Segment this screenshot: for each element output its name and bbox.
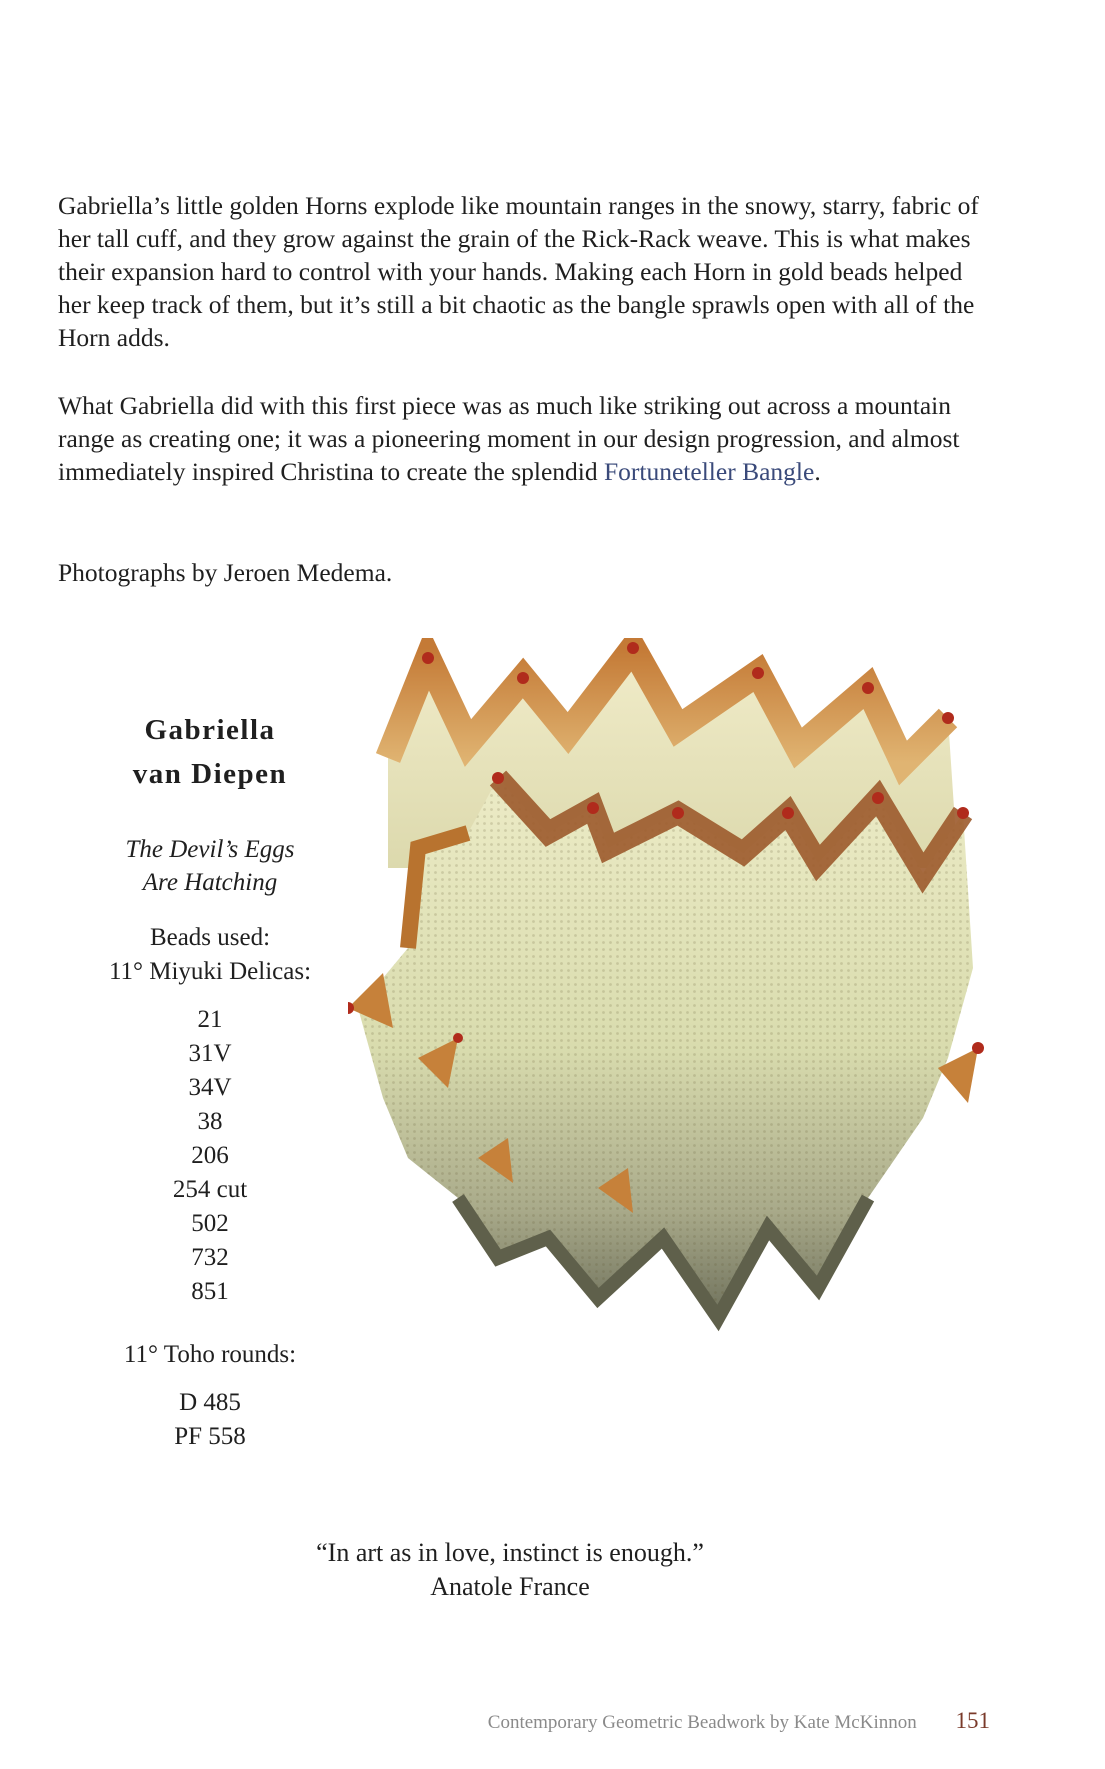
page-number: 151 bbox=[955, 1708, 990, 1733]
delica-item: 502 bbox=[191, 1210, 229, 1237]
quote-text: “In art as in love, instinct is enough.” bbox=[316, 1538, 704, 1567]
delica-item: 206 bbox=[191, 1142, 229, 1169]
delica-item: 34V bbox=[188, 1074, 232, 1101]
fortuneteller-bangle-link[interactable]: Fortuneteller Bangle bbox=[603, 457, 815, 486]
beads-used-heading bbox=[60, 921, 360, 989]
second-paragraph bbox=[58, 389, 998, 488]
delica-item: 254 cut bbox=[172, 1176, 248, 1203]
delica-item: 31V bbox=[188, 1040, 232, 1067]
delica-item: 21 bbox=[197, 1006, 223, 1033]
beads-used-label: Beads used: bbox=[149, 924, 271, 951]
work-title-line-2: Are Hatching bbox=[142, 869, 278, 896]
quote-author: Anatole France bbox=[430, 1572, 590, 1601]
second-paragraph-text: What Gabriella did with this first piece was as much like striking out across a mountain range as creating one; it was a pioneering moment in our design progression, and almost immediately inspired Christina to create the splendid bbox=[58, 391, 960, 486]
delica-item: 851 bbox=[191, 1278, 229, 1305]
intro-paragraph: Gabriella’s little golden Horns explode like mountain ranges in the snowy, starry, fabric of her tall cuff, and they grow against the grain of the Rick-Rack weave. This is what makes their expansion hard to control with your hands. Making each Horn in gold beads helped her keep track of them, but it’s still a bit chaotic as the bangle sprawls open with all of the Horn adds. bbox=[58, 191, 979, 352]
toho-item: PF 558 bbox=[174, 1423, 246, 1450]
artist-name bbox=[60, 708, 360, 796]
page-footer bbox=[430, 1708, 990, 1734]
artist-last-name: van Diepen bbox=[132, 758, 288, 790]
second-paragraph-end: . bbox=[814, 457, 821, 486]
delicas-label: 11° Miyuki Delicas: bbox=[108, 958, 312, 985]
artist-first-name: Gabriella bbox=[144, 714, 276, 746]
book-title: Contemporary Geometric Beadwork bbox=[487, 1712, 766, 1733]
delicas-list bbox=[60, 1003, 360, 1309]
book-author: by Kate McKinnon bbox=[770, 1712, 917, 1733]
work-title bbox=[60, 833, 360, 899]
work-title-line-1: The Devil’s Eggs bbox=[125, 836, 295, 863]
toho-item: D 485 bbox=[179, 1389, 241, 1416]
delica-item: 732 bbox=[191, 1244, 229, 1271]
delica-item: 38 bbox=[197, 1108, 223, 1135]
photo-credit: Photographs by Jeroen Medema. bbox=[58, 558, 393, 587]
toho-list bbox=[60, 1386, 360, 1454]
toho-label: 11° Toho rounds: bbox=[123, 1341, 297, 1368]
quote bbox=[180, 1536, 840, 1604]
beaded-bangle-photo bbox=[348, 638, 998, 1428]
